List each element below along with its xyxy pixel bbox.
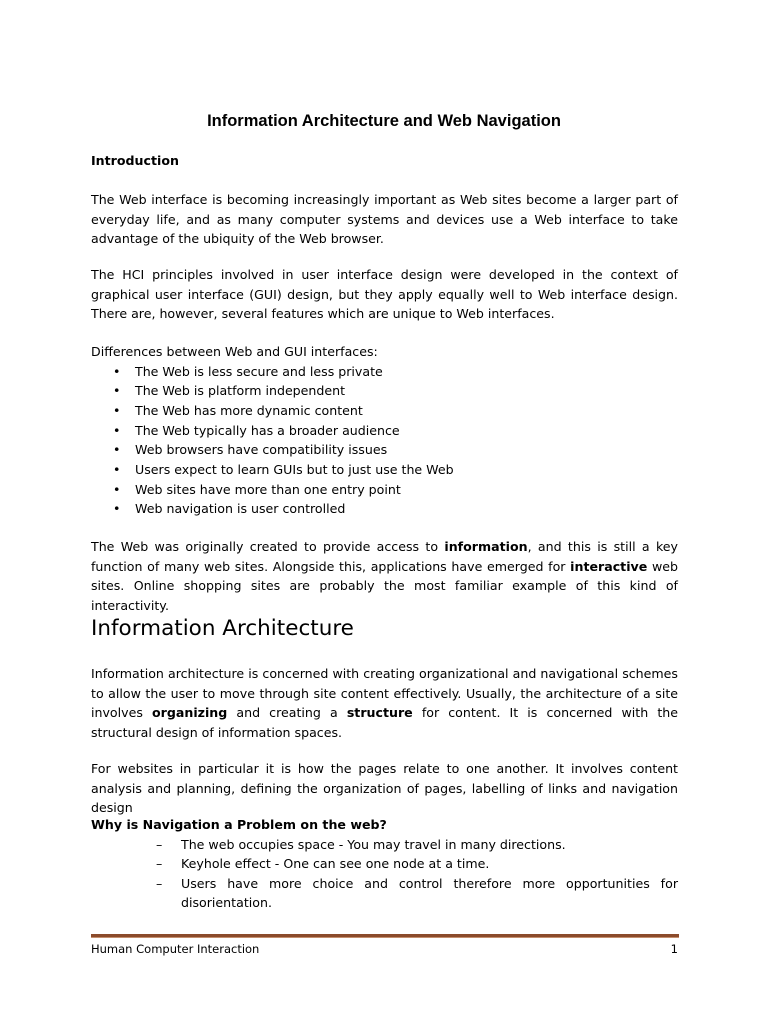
footer-divider — [91, 934, 679, 938]
introduction-heading — [91, 151, 678, 171]
footer-course-name: Human Computer Interaction — [91, 942, 260, 956]
list-item: • The Web typically has a broader audience — [91, 421, 678, 441]
navigation-problem-list — [91, 835, 678, 913]
footer-page-number: 1 — [670, 942, 678, 956]
ia-para1-part2: and creating a — [227, 705, 347, 720]
navigation-problem-heading: Why is Navigation a Problem on the web? — [91, 817, 387, 832]
list-item: • Web sites have more than one entry point — [91, 480, 678, 500]
ia-para1-part3: for content. It is concerned with the structural design of information spaces. — [91, 705, 678, 740]
list-item: • The Web is platform independent — [91, 381, 678, 401]
information-architecture-heading: Information Architecture — [91, 616, 354, 641]
differences-list — [91, 362, 678, 520]
intro-paragraph-2: The HCI principles involved in user interface design were developed in the context of graphical user interface (GUI) design, but they apply equally well to Web interface design. There are, however, several features which are unique to Web interfaces. — [91, 267, 678, 321]
list-item: • Users expect to learn GUIs but to just use the Web — [91, 460, 678, 480]
introduction-heading-text: Introduction — [91, 153, 179, 168]
ia-para1-bold-structure: structure — [346, 705, 413, 720]
para3-bold-interactive: interactive — [570, 558, 648, 574]
list-item: • Web browsers have compatibility issues — [91, 440, 678, 460]
list-item: – The web occupies space - You may travel in many directions. — [91, 835, 678, 855]
differences-label: Differences between Web and GUI interfaces: — [91, 344, 378, 359]
ia-paragraph-1 — [91, 664, 678, 742]
list-item: • The Web has more dynamic content — [91, 401, 678, 421]
list-item: – Users have more choice and control therefore more opportunities for disorientation. — [91, 874, 678, 913]
para3-part3: web sites. Online shopping sites are probably the most familiar example of this kind of interactivity. — [91, 558, 678, 613]
list-item: • The Web is less secure and less private — [91, 362, 678, 382]
para3-part2: , and this is still a key function of many web sites. Alongside this, applications have emerged for — [91, 539, 679, 574]
intro-paragraph-1: The Web interface is becoming increasingly important as Web sites become a larger part of everyday life, and as many computer systems and devices use a Web interface to take advantage of the ubiquity of the Web browser. — [91, 192, 678, 246]
para3-part1: The Web was originally created to provide access to — [91, 539, 445, 554]
list-item: • Web navigation is user controlled — [91, 499, 678, 519]
para3-bold-information: information — [444, 539, 528, 554]
navigation-section — [91, 815, 678, 913]
ia-para1-part1: Information architecture is concerned with creating organizational and navigational schemes to allow the user to move through site content effectively. Usually, the architecture of a site involves — [91, 666, 678, 720]
ia-paragraph-2: For websites in particular it is how the pages relate to one another. It involves content analysis and planning, defining the organization of pages, labelling of links and navigation design — [91, 761, 678, 815]
list-item: – Keyhole effect - One can see one node at a time. — [91, 854, 678, 874]
ia-para1-bold-organizing: organizing — [152, 705, 228, 720]
differences-section — [91, 342, 678, 519]
intro-paragraph-3 — [91, 537, 678, 615]
document-title: Information Architecture and Web Navigation — [207, 112, 561, 130]
